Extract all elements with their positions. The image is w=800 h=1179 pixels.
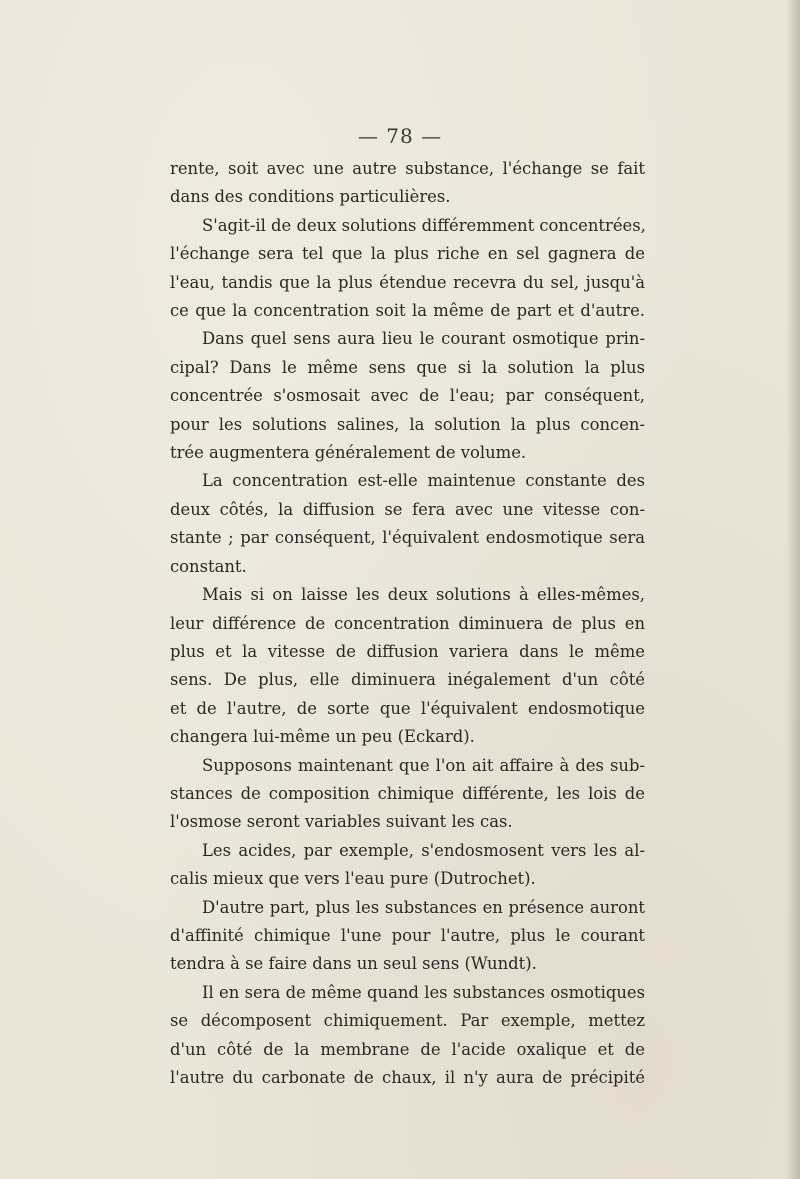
text-line: se décomposent chimiquement. Par exemple, mettez [170,1011,645,1031]
page-number: — 78 — [357,124,443,148]
text-line: S'agit-il de deux solutions différemment concentrées, [202,215,646,235]
text-line: rente, soit avec une autre substance, l'échange se fait [170,159,645,178]
page-edge-shadow [786,0,800,1179]
text-line: Supposons maintenant que l'on ait affaire à des sub- [202,755,645,775]
text-line: et de l'autre, de sorte que l'équivalent endosmotique [170,698,645,718]
text-line: stante ; par conséquent, l'équivalent endosmotique sera [170,528,645,548]
text-line: constant. [170,556,247,576]
text-line: deux côtés, la diffusion se fera avec une vitesse con- [170,499,645,519]
text-line: changera lui-même un peu (Eckard). [170,727,475,747]
text-line: l'autre du carbonate de chaux, il n'y aura de précipité [170,1068,645,1087]
text-line: cipal? Dans le même sens que si la solution la plus [170,357,645,377]
text-line: l'eau, tandis que la plus étendue recevra du sel, jusqu'à [170,272,645,292]
text-line: d'un côté de la membrane de l'acide oxalique et de [170,1039,645,1059]
text-line: D'autre part, plus les substances en présence auront [202,897,645,917]
text-line: l'osmose seront variables suivant les cas. [170,812,513,832]
text-line: tendra à se faire dans un seul sens (Wundt). [170,954,537,974]
text-line: stances de composition chimique différente, les lois de [170,783,645,803]
text-line: concentrée s'osmosait avec de l'eau; par conséquent, [170,386,645,406]
text-line: dans des conditions particulières. [170,187,451,207]
text-line: trée augmentera généralement de volume. [170,443,527,463]
text-line: Dans quel sens aura lieu le courant osmotique prin- [202,329,645,349]
text-line: ce que la concentration soit la même de part et d'autre. [170,301,645,321]
text-line: Les acides, par exemple, s'endosmosent vers les al- [202,840,645,860]
text-line: calis mieux que vers l'eau pure (Dutrochet). [170,869,536,889]
text-line: Il en sera de même quand les substances osmotiques [202,982,645,1002]
text-line: Mais si on laisse les deux solutions à elles-mêmes, [202,585,645,605]
text-line: sens. De plus, elle diminuera inégalement d'un côté [170,670,645,690]
text-line: pour les solutions salines, la solution la plus concen- [170,414,645,434]
body-text [170,155,645,1092]
text-line: d'affinité chimique l'une pour l'autre, plus le courant [170,925,645,945]
text-line: l'échange sera tel que la plus riche en sel gagnera de [170,244,645,264]
text-line: La concentration est-elle maintenue constante des [202,471,645,491]
text-line: leur différence de concentration diminuera de plus en [170,613,645,633]
text-line: plus et la vitesse de diffusion variera dans le même [170,641,645,661]
